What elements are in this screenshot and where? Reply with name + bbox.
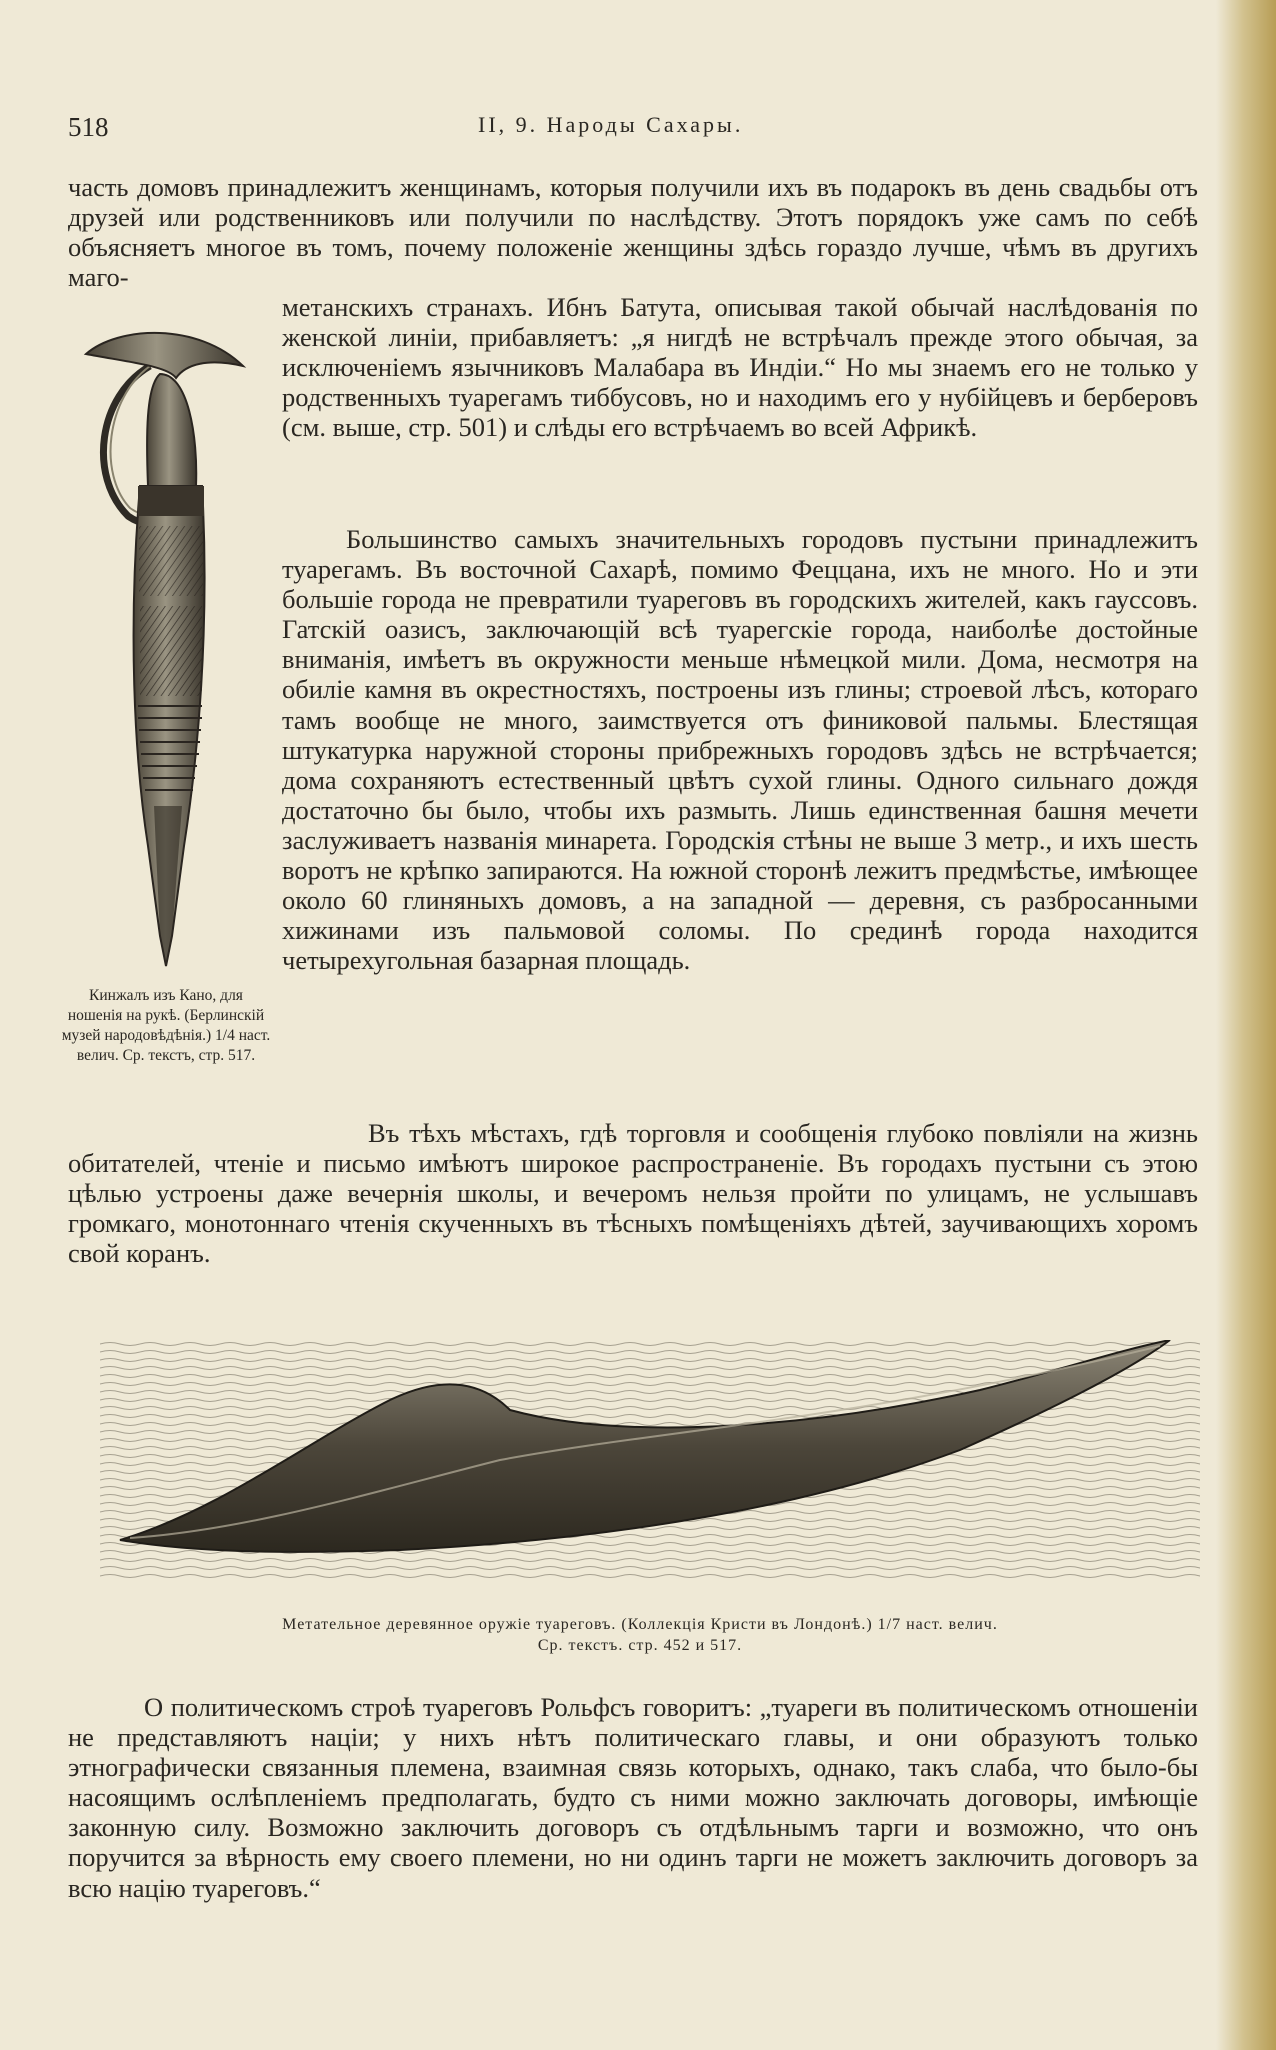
weapon-caption-line-1: Метательное деревянное оружiе туареговъ. (Коллекцiя Кристи въ Лондонѣ.) 1/7 наст. велич.	[282, 1616, 998, 1633]
running-head: II, 9. Народы Сахары.	[478, 112, 744, 137]
paragraph-3: Большинство самыхъ значительныхъ городовъ пустыни принадлежитъ туарегамъ. Въ восточной Сахарѣ, помимо Феццана, ихъ не много. Но и эти большiе города не превратили туареговъ въ городскихъ жителей, какъ гауссовъ. Гатскiй оазисъ, заключающiй всѣ туарегскiе города, наиболѣе достойные вниманiя, имѣетъ въ окружности меньше нѣмецкой мили. Дома, несмотря на обилiе камня въ окрестностяхъ, построены изъ глины; строевой лѣсъ, котораго тамъ вообще не много, заимствуется отъ финиковой пальмы. Блестящая штукатурка наружной стороны прибрежныхъ городовъ здѣсь не встрѣчается; дома сохраняютъ естественный цвѣтъ сухой глины. Одного сильнаго дождя достаточно бы было, чтобы ихъ размыть. Лишь единственная башня мечети заслуживаетъ названiя минарета. Городскiя стѣны не выше 3 метр., и ихъ шесть воротъ не крѣпко запираются. На южной сторонѣ лежитъ предмѣстье, имѣющее около 60 глиняныхъ домовъ, а на западной — деревня, съ разбросанными хижинами изъ пальмовой соломы. По срединѣ города находится четырехугольная базарная площадь.	[282, 524, 1198, 976]
dagger-illustration	[68, 326, 268, 976]
weapon-caption	[100, 1614, 1180, 1656]
weapon-caption-line-2: Ср. текстъ. стр. 452 и 517.	[537, 1637, 743, 1654]
page-edge-shadow	[1216, 0, 1276, 2050]
paragraph-4: Въ тѣхъ мѣстахъ, гдѣ торговля и сообщенiя глубоко повлiяли на жизнь обитателей, чтенiе и письмо имѣютъ широкое распространенiе. Въ городахъ пустыни съ этою цѣлью устроены даже вечернiя школы, и вечеромъ нельзя пройти по улицамъ, не услышавъ громкаго, монотоннаго чтенiя скученныхъ въ тѣсныхъ помѣщенiяхъ дѣтей, заучивающихъ хоромъ свой коранъ.	[68, 1118, 1198, 1269]
dagger-drawing	[68, 326, 268, 976]
page-header	[68, 112, 1198, 152]
paragraph-5: О политическомъ строѣ туареговъ Рольфсъ говоритъ: „туареги въ политическомъ отношенiи не представляютъ нацiи; у нихъ нѣтъ политическаго главы, и они образуютъ только этнографически связанныя племена, взаимная связь которыхъ, однако, такъ слаба, что было-бы насоящимъ ослѣпленiемъ предполагать, будто съ ними можно заключать договоры, имѣющiе законную силу. Возможно заключить договоръ съ отдѣльнымъ тарги и возможно, что онъ поручится за вѣрность ему своего племени, но ни одинъ тарги не можетъ заключить договоръ за всю нацiю туареговъ.“	[68, 1692, 1198, 1903]
paragraph-2: метанскихъ странахъ. Ибнъ Батута, описывая такой обычай наслѣдованiя по женской линiи, прибавляетъ: „я нигдѣ не встрѣчалъ прежде этого обычая, за исключенiемъ язычниковъ Малабара въ Индiи.“ Но мы знаемъ его не только у родственныхъ туарегамъ тиббусовъ, но и находимъ его у нубiйцевъ и берберовъ (см. выше, стр. 501) и слѣды его встрѣчаемъ во всей Африкѣ.	[282, 292, 1198, 443]
paragraph-1: часть домовъ принадлежитъ женщинамъ, которыя получили ихъ въ подарокъ въ день свадьбы отъ друзей или родственниковъ или получили по наслѣдству. Этотъ порядокъ уже самъ по себѣ объясняетъ многое въ томъ, почему положенiе женщины здѣсь гораздо лучше, чѣмъ въ другихъ маго-	[68, 172, 1198, 293]
page-number: 518	[68, 112, 109, 142]
throwing-weapon-drawing	[100, 1340, 1200, 1580]
throwing-weapon-illustration	[100, 1340, 1200, 1580]
dagger-caption: Кинжалъ изъ Кано, для ношенiя на рукѣ. (Берлинскiй музей народовѣдѣнiя.) 1/4 наст. велич. Ср. текстъ, стр. 517.	[61, 987, 271, 1064]
